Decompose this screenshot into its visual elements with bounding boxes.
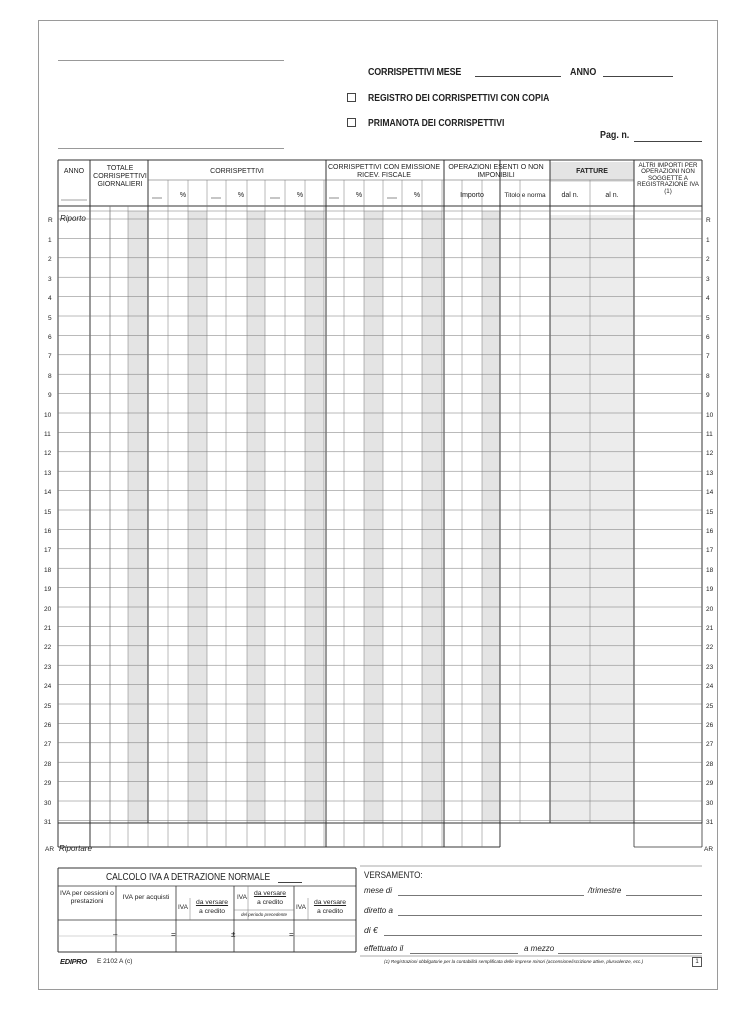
- row-number-right: 10: [706, 411, 714, 419]
- row-ar-left: AR: [45, 846, 55, 853]
- row-number-left: 19: [44, 586, 52, 594]
- footnote: (1) Registrazioni obbligatorie per la contabilità semplificata delle imprese minori (accensione/iscrizione attive, plusvalenze, ecc.): [384, 959, 644, 964]
- row-ar-right: AR: [704, 846, 714, 853]
- calcolo-versare-1: da versare: [195, 899, 229, 906]
- row-number-left: 3: [48, 275, 52, 283]
- row-number-right: 14: [706, 489, 714, 497]
- row-r-left: R: [48, 217, 53, 224]
- row-number-left: 14: [44, 489, 52, 497]
- registro-label: REGISTRO DEI CORRISPETTIVI CON COPIA: [368, 92, 550, 104]
- col-emissione-header: CORRISPETTIVI CON EMISSIONE RICEV. FISCALE: [327, 164, 440, 179]
- row-number-right: 28: [706, 760, 714, 768]
- brand-logo: EDIPRO: [60, 957, 87, 966]
- row-number-left: 7: [48, 353, 52, 361]
- riporto-label: Riporto: [60, 214, 86, 223]
- row-number-left: 21: [44, 625, 52, 632]
- row-number-left: 25: [44, 702, 52, 710]
- op-minus: –: [113, 930, 118, 939]
- mese-di-field[interactable]: [398, 895, 584, 896]
- row-number-left: 15: [44, 508, 52, 516]
- row-number-left: 30: [44, 799, 52, 807]
- row-number-left: 4: [48, 295, 52, 303]
- row-number-right: 3: [706, 275, 710, 283]
- mezzo-label: a mezzo: [524, 944, 555, 953]
- col-anno-header: ANNO: [63, 168, 85, 175]
- al-label: al n.: [605, 192, 619, 199]
- row-number-right: 16: [706, 528, 714, 535]
- row-number-left: 22: [44, 644, 52, 652]
- row-number-left: 10: [44, 411, 52, 419]
- versamento-title: VERSAMENTO:: [364, 870, 423, 881]
- op-pm: ±: [231, 930, 236, 939]
- importo-label: Importo: [460, 192, 484, 199]
- cent-column-shade: [482, 211, 500, 823]
- row-number-right: 6: [706, 334, 710, 341]
- row-r-right: R: [706, 217, 711, 224]
- row-number-left: 18: [44, 566, 52, 574]
- row-number-right: 12: [706, 450, 714, 458]
- row-number-left: 13: [44, 469, 52, 477]
- cent-column-shade: [128, 211, 148, 823]
- cent-column-shade: [247, 211, 265, 823]
- di-euro-label: di €: [364, 925, 378, 935]
- row-number-right: 27: [706, 741, 714, 749]
- titolo-label: Titolo e norma: [504, 192, 546, 199]
- calcolo-periodo: del periodo precedente: [240, 912, 288, 917]
- row-number-left: 28: [44, 760, 52, 768]
- anno-label: ANNO: [570, 66, 597, 78]
- row-number-right: 5: [706, 314, 710, 322]
- row-number-right: 18: [706, 566, 714, 574]
- calcolo-col1: IVA per cessioni o prestazioni: [60, 890, 114, 905]
- cent-column-shade: [305, 211, 324, 823]
- calcolo-credito-1: a credito: [198, 908, 226, 915]
- row-number-left: 12: [44, 450, 52, 458]
- effettuato-field[interactable]: [410, 953, 518, 954]
- col-totale-header: TOTALE CORRISPETTIVI GIORNALIERI: [93, 165, 147, 188]
- calcolo-field[interactable]: [278, 882, 302, 883]
- row-number-right: 8: [706, 372, 710, 380]
- row-number-left: 2: [48, 256, 52, 264]
- row-number-right: 21: [706, 625, 714, 632]
- row-number-right: 17: [706, 547, 714, 555]
- row-number-right: 22: [706, 644, 714, 652]
- cent-column-shade: [188, 211, 207, 823]
- mese-label: CORRISPETTIVI MESE: [368, 66, 462, 78]
- diretto-label: diretto a: [364, 906, 393, 915]
- form-code: E 2102 A (c): [97, 958, 133, 965]
- calcolo-iva-1: IVA: [178, 904, 188, 911]
- mese-di-label: mese di: [364, 886, 393, 895]
- row-number-left: 27: [44, 741, 52, 749]
- row-number-right: 25: [706, 702, 714, 710]
- calcolo-title: CALCOLO IVA A DETRAZIONE NORMALE: [106, 872, 271, 883]
- dal-label: dal n.: [561, 192, 579, 199]
- pct-label-3: %: [296, 192, 304, 199]
- trimestre-field[interactable]: [626, 895, 702, 896]
- row-number-right: 31: [706, 819, 714, 826]
- calcolo-iva-2: IVA: [237, 894, 247, 901]
- row-number-left: 20: [44, 605, 52, 613]
- diretto-field[interactable]: [398, 915, 702, 916]
- fatture-body-shade: [550, 215, 634, 823]
- riportare-label: Riportare: [59, 844, 92, 853]
- pct-label-4: %: [355, 192, 363, 199]
- row-number-right: 26: [706, 722, 714, 729]
- pag-label: Pag. n.: [600, 129, 630, 141]
- calcolo-versare-3: da versare: [313, 899, 347, 906]
- row-number-right: 20: [706, 605, 714, 613]
- col-corrispettivi-header: CORRISPETTIVI: [210, 168, 264, 175]
- op-eq-1: =: [171, 930, 176, 939]
- row-number-right: 13: [706, 469, 714, 477]
- mezzo-field[interactable]: [558, 953, 702, 954]
- col-esenti-header: OPERAZIONI ESENTI O NON IMPONIBILI: [448, 164, 544, 179]
- op-eq-2: =: [289, 930, 294, 939]
- row-number-left: 17: [44, 547, 52, 555]
- pct-label-1: %: [179, 192, 187, 199]
- row-number-left: 26: [44, 722, 52, 729]
- row-number-right: 23: [706, 663, 714, 671]
- row-number-right: 24: [706, 683, 714, 691]
- calcolo-versare-2: da versare: [253, 890, 287, 897]
- cent-column-shade: [422, 211, 442, 823]
- row-number-right: 29: [706, 780, 714, 788]
- di-euro-field[interactable]: [384, 935, 702, 936]
- row-number-right: 9: [706, 392, 710, 400]
- pct-label-5: %: [413, 192, 421, 199]
- row-number-left: 24: [44, 683, 52, 691]
- row-number-right: 4: [706, 295, 710, 303]
- row-number-right: 19: [706, 586, 714, 594]
- row-number-left: 11: [44, 431, 51, 438]
- row-number-left: 16: [44, 528, 52, 535]
- row-number-left: 23: [44, 663, 52, 671]
- row-number-left: 31: [44, 819, 52, 826]
- primanota-label: PRIMANOTA DEI CORRISPETTIVI: [368, 117, 505, 129]
- row-number-left: 8: [48, 372, 52, 380]
- cent-column-shade: [364, 211, 383, 823]
- row-number-left: 29: [44, 780, 52, 788]
- row-number-left: 1: [48, 237, 52, 244]
- col-altri-header: ALTRI IMPORTI PER OPERAZIONI NON SOGGETTE A REGISTRAZIONE IVA (1): [637, 162, 699, 195]
- row-number-right: 1: [706, 237, 710, 244]
- effettuato-label: effettuato il: [364, 944, 404, 953]
- pct-label-2: %: [237, 192, 245, 199]
- row-number-right: 15: [706, 508, 714, 516]
- trimestre-label: /trimestre: [588, 886, 622, 895]
- row-number-right: 30: [706, 799, 714, 807]
- calcolo-credito-3: a credito: [316, 908, 344, 915]
- page-marker: 1: [692, 957, 702, 967]
- calcolo-iva-3: IVA: [296, 904, 306, 911]
- row-number-right: 2: [706, 256, 710, 264]
- row-number-left: 6: [48, 334, 52, 341]
- calcolo-col2: IVA per acquisti: [122, 894, 170, 901]
- row-number-right: 11: [706, 431, 713, 438]
- row-number-left: 9: [48, 392, 52, 400]
- col-fatture-header: FATTURE: [576, 168, 608, 175]
- row-number-right: 7: [706, 353, 710, 361]
- calcolo-credito-2: a credito: [256, 899, 284, 906]
- row-number-left: 5: [48, 314, 52, 322]
